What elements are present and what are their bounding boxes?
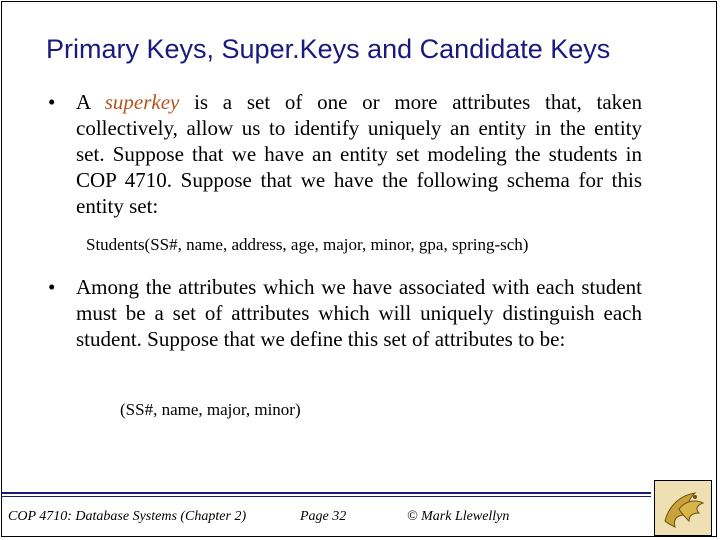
bullet-marker-2: • [48, 275, 56, 299]
footer-author: © Mark Llewellyn [407, 509, 510, 524]
superkey-attribute-set: (SS#, name, major, minor) [120, 400, 301, 419]
bullet-text-superkey [76, 89, 642, 219]
pegasus-logo-icon [654, 480, 712, 536]
footer-rule-thin [1, 496, 651, 497]
superkey-term: superkey [104, 90, 180, 114]
slide-title: Primary Keys, Super.Keys and Candidate Keys [46, 34, 611, 64]
footer-rule-thick [1, 492, 651, 494]
bullet1-prefix: A [76, 90, 105, 114]
slide-frame [1, 1, 717, 537]
students-schema: Students(SS#, name, address, age, major, minor, gpa, spring-sch) [86, 235, 529, 254]
footer-course: COP 4710: Database Systems (Chapter 2) [8, 509, 247, 524]
bullet1-rest: is a set of one or more attributes that, taken collectively, allow us to identify uniquely an entity in the entity set. Suppose that we have an entity set modeling the students in COP 4710. Suppose that we have the following schema for this entity set: [76, 90, 642, 218]
footer-page-number: Page 32 [300, 509, 347, 524]
bullet-text-attributes: Among the attributes which we have associated with each student must be a set of attributes which will uniquely distinguish each student. Suppose that we define this set of attributes to be: [76, 275, 642, 351]
slide-footer [1, 492, 651, 538]
bullet-marker-1: • [48, 90, 56, 114]
